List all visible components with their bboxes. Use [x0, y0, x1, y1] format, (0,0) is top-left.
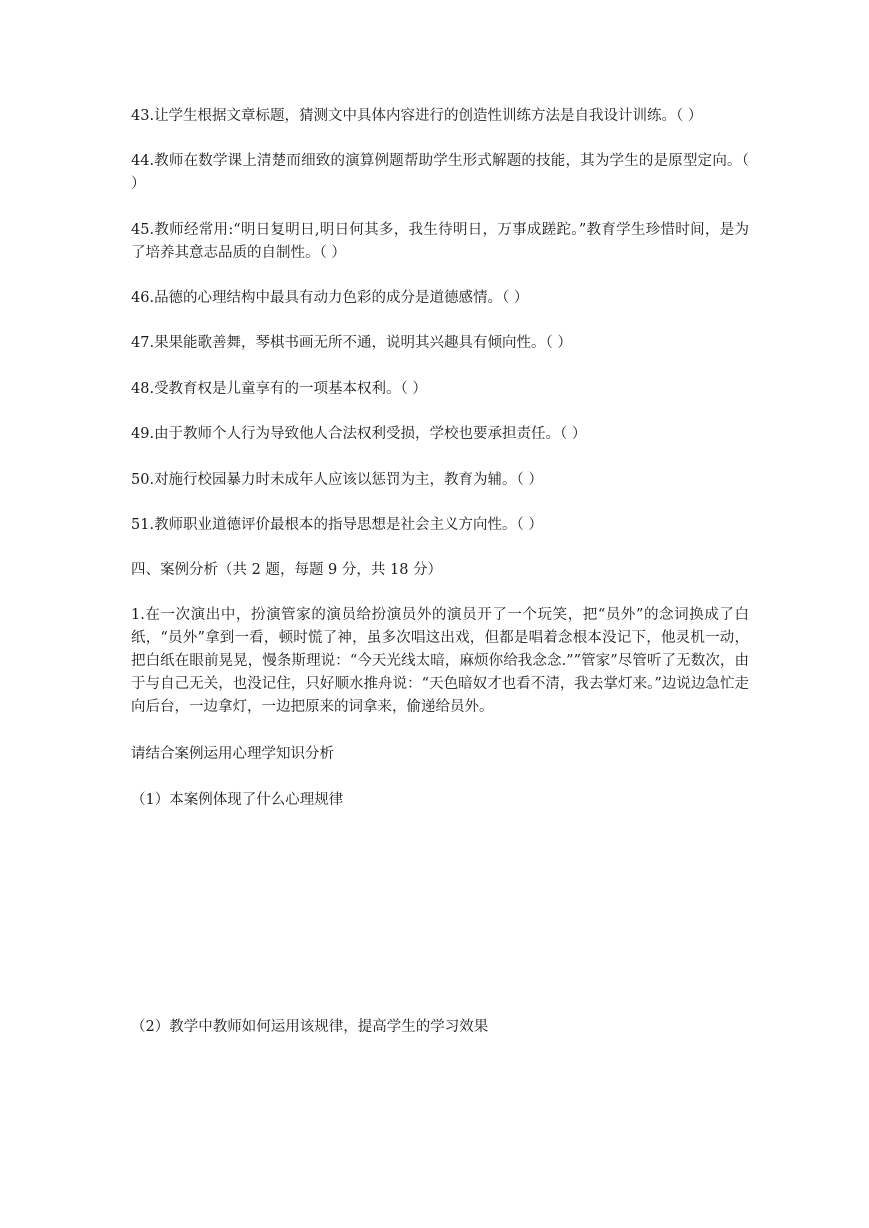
- question-number: 43.: [131, 108, 155, 124]
- question-49: [131, 423, 749, 446]
- question-text: 品德的心理结构中最具有动力色彩的成分是道德感情。（ ）: [154, 290, 529, 306]
- section-heading: 四、案例分析（共 2 题，每题 9 分，共 18 分）: [131, 562, 443, 578]
- question-text: 教师职业道德评价最根本的指导思想是社会主义方向性。（ ）: [154, 517, 543, 533]
- question-text: 受教育权是儿童享有的一项基本权利。（ ）: [154, 381, 427, 397]
- question-number: 44.: [131, 153, 155, 169]
- question-number: 51.: [131, 517, 155, 533]
- question-text: 教师经常用:“明日复明日,明日何其多，我生待明日，万事成蹉跎。”教育学生珍惜时间，是为了培养其意志品质的自制性。（ ）: [131, 222, 749, 261]
- question-number: 45.: [131, 222, 155, 238]
- question-text: 对施行校园暴力时未成年人应该以惩罚为主，教育为辅。（ ）: [154, 472, 543, 488]
- question-text: 教师在数学课上清楚而细致的演算例题帮助学生形式解题的技能，其为学生的是原型定向。（ ）: [131, 153, 749, 192]
- question-44: [131, 150, 749, 196]
- question-text: 由于教师个人行为导致他人合法权利受损，学校也要承担责任。（ ）: [154, 426, 587, 442]
- question-number: 49.: [131, 426, 155, 442]
- question-number: 46.: [131, 290, 155, 306]
- case-passage: [131, 604, 749, 719]
- question-45: [131, 219, 749, 265]
- question-number: 47.: [131, 335, 155, 351]
- question-text: 让学生根据文章标题，猜测文中具体内容进行的创造性训练方法是自我设计训练。（ ）: [154, 108, 703, 124]
- case-subquestion-2: （2）教学中教师如何运用该规律，提高学生的学习效果: [131, 1019, 489, 1035]
- question-text: 果果能歌善舞，琴棋书画无所不通，说明其兴趣具有倾向性。（ ）: [154, 335, 572, 351]
- question-51: [131, 514, 749, 537]
- case-instruction: 请结合案例运用心理学知识分析: [131, 746, 334, 762]
- case-number: 1.: [131, 607, 145, 623]
- question-number: 50.: [131, 472, 155, 488]
- question-46: [131, 287, 749, 310]
- case-subquestion-1: （1）本案例体现了什么心理规律: [131, 792, 344, 808]
- question-number: 48.: [131, 381, 155, 397]
- question-43: [131, 105, 749, 128]
- question-50: [131, 469, 749, 492]
- case-text: 在一次演出中，扮演管家的演员给扮演员外的演员开了一个玩笑，把“员外”的念词换成了白纸，“员外”拿到一看，顿时慌了神，虽多次唱这出戏，但都是唱着念根本没记下，他灵机一动，把白纸在眼前晃晃，慢条斯理说：“今天光线太暗，麻烦你给我念念.””管家”尽管听了无数次，由于与自己无关，也没记住，只好顺水推舟说：“天色暗奴才也看不清，我去掌灯来。”边说边急忙走向后台，一边拿灯，一边把原来的词拿来，偷递给员外。: [131, 607, 749, 715]
- question-47: [131, 332, 749, 355]
- question-48: [131, 378, 749, 401]
